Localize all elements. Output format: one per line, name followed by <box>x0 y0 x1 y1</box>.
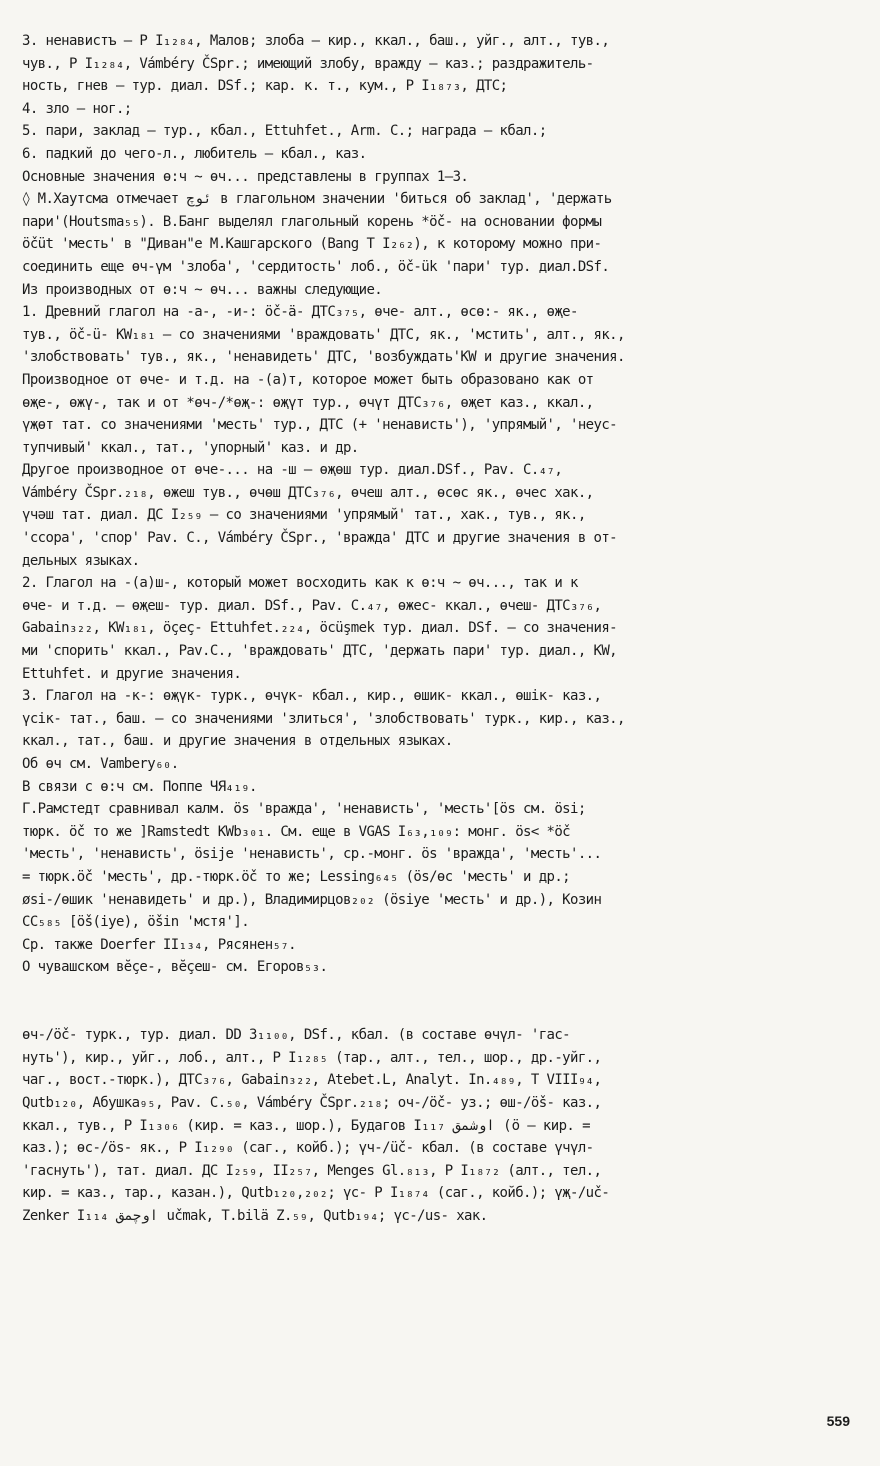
text-line: = тюрк.öč 'месть', др.-тюрк.öč то же; Lessing₆₄₅ (ös/өс 'месть' и др.; <box>22 868 571 885</box>
text-line: дельных языках. <box>22 552 140 569</box>
text-line: Из производных от ө:ч ~ өч... важны следующие. <box>22 281 383 298</box>
text-line: Другое производное от өче-... на -ш – өҗөш тур. диал.DSf., Pav. C.₄₇, <box>22 462 563 479</box>
text-line: Gabain₃₂₂, KW₁₈₁, öçeç- Ettuhfet.₂₂₄, öcüşmek тур. диал. DSf. – со значения- <box>22 620 617 637</box>
text-line: чаг., вост.-тюрк.), ДТС₃₇₆, Gabain₃₂₂, Atebet.L, Analyt. In.₄₈₉, Т VIII₉₄, <box>22 1072 602 1089</box>
text-line: Основные значения ө:ч ~ өч... представлены в группах 1–3. <box>22 168 469 185</box>
text-line: тув., öč-ü- KW₁₈₁ – со значениями 'враждовать' ДТС, як., 'мстить', алт., як., <box>22 326 625 343</box>
text-line: öčüt 'месть' в "Диван"е М.Кашгарского (Bang T I₂₆₂), к которому можно при- <box>22 236 602 253</box>
text-line: О чувашском вӗҫе-, вӗҫеш- см. Егоров₅₃. <box>22 959 328 976</box>
text-line: 'ссора', 'спор' Pav. C., Vámbéry ČSpr., 'вражда' ДТС и другие значения в от- <box>22 530 617 547</box>
text-line: өҗе-, өжү-, так и от *өч-/*өҗ-: өҗүт тур., өчүт ДТС₃₇₆, өҗет каз., ккал., <box>22 394 594 411</box>
text-line: 'злобствовать' тув., як., 'ненавидеть' ДТС, 'возбуждать'KW и другие значения. <box>22 349 625 366</box>
text-line: үҗөт тат. со значениями 'месть' тур., ДТС (+ 'ненависть'), 'упрямый', 'неус- <box>22 417 617 434</box>
text-line: Производное от өче- и т.д. на -(а)т, которое может быть образовано как от <box>22 371 594 388</box>
text-line: ккал., тат., баш. и другие значения в отдельных языках. <box>22 733 453 750</box>
page-number: 559 <box>826 1413 850 1429</box>
text-line: В связи с ө:ч см. Поппе ЧЯ₄₁₉. <box>22 778 257 795</box>
text-line: Ср. также Doerfer II₁₃₄, Рясянен₅₇. <box>22 936 297 953</box>
text-line: Zenker I₁₁₄ اوچمق učmak, T.bilä Z.₅₉, Qutb₁₉₄; үс-/us- хак. <box>22 1207 488 1224</box>
text-line: Vámbéry ČSpr.₂₁₈, өжеш тув., өчөш ДТС₃₇₆, өчеш алт., өсөс як., өчес хак., <box>22 484 594 501</box>
text-line: ность, гнев – тур. диал. DSf.; кар. к. т., кум., Р I₁₈₇₃, ДТС; <box>22 78 508 95</box>
text-line: øsi-/өшик 'ненавидеть' и др.), Владимирцов₂₀₂ (ösiye 'месть' и др.), Козин <box>22 891 602 908</box>
paragraph-gap <box>22 1002 852 1025</box>
text-line: 1. Древний глагол на -а-, -и-: öč-ä- ДТС₃₇₅, өче- алт., өсө:- як., өҗе- <box>22 304 578 321</box>
text-line: өче- и т.д. – өҗеш- тур. диал. DSf., Pav. C.₄₇, өжес- ккал., өчеш- ДТС₃₇₆, <box>22 597 602 614</box>
text-line: 3. ненавистъ – Р I₁₂₈₄, Малов; злоба – кир., ккал., баш., уйг., алт., тув., <box>22 33 610 49</box>
text-line: Ettuhfet. и другие значения. <box>22 665 242 682</box>
text-line: 5. пари, заклад – тур., кбал., Ettuhfet., Arm. C.; награда – кбал.; <box>22 123 547 140</box>
text-line: CC₅₈₅ [öš(iye), öšin 'мстя']. <box>22 914 250 931</box>
text-line: Г.Рамстедт сравнивал калм. ös 'вражда', 'ненависть', 'месть'[ös см. ösi; <box>22 801 586 818</box>
text-line: 'месть', 'ненависть', ösije 'ненависть', ср.-монг. ös 'вражда', 'месть'... <box>22 846 602 863</box>
text-line: Об өч см. Vambery₆₀. <box>22 756 179 772</box>
text-line: тупчивый' ккал., тат., 'упорный' каз. и др. <box>22 439 359 456</box>
text-line: 3. Глагол на -к-: өҗүк- турк., өчүк- кбал., кир., өшик- ккал., өшік- каз., <box>22 688 602 705</box>
text-line: каз.); өс-/ös- як., Р I₁₂₉₀ (саг., койб.); үч-/üč- кбал. (в составе үчүл- <box>22 1140 594 1157</box>
text-line: чув., Р I₁₂₈₄, Vámbéry ČSpr.; имеющий злобу, вражду – каз.; раздражитель- <box>22 55 594 72</box>
text-line: ми 'спорить' ккал., Pav.C., 'враждовать' ДТС, 'держать пари' тур. диал., KW, <box>22 643 617 660</box>
text-line: тюрк. öč то же ]Ramstedt KWb₃₀₁. См. еще в VGAS I₆₃,₁₀₉: монг. ös< *öč <box>22 823 571 840</box>
text-line: өч-/öč- турк., тур. диал. DD 3₁₁₀₀, DSf., кбал. (в составе өчүл- 'гас- <box>22 1027 571 1044</box>
text-line: кир. = каз., тар., казан.), Qutb₁₂₀,₂₀₂; үс- Р I₁₈₇₄ (саг., койб.); үҗ-/uč- <box>22 1185 610 1202</box>
text-line: 'гаснуть'), тат. диал. ДС I₂₅₉, II₂₅₇, Menges Gl.₈₁₃, Р I₁₈₇₂ (алт., тел., <box>22 1162 602 1179</box>
text-line: үсік- тат., баш. – со значениями 'злиться', 'злобствовать' турк., кир., каз., <box>22 710 625 727</box>
text-line: соединить еще өч-үм 'злоба', 'сердитость' лоб., öč-ük 'пари' тур. диал.DSf. <box>22 258 610 275</box>
dictionary-entry-text <box>22 30 852 1227</box>
text-line: ◊ М.Хаутсма отмечает ئوچ в глагольном значении 'биться об заклад', 'держать <box>22 191 612 208</box>
text-line: ккал., тув., Р I₁₃₀₆ (кир. = каз., шор.), Будагов I₁₁₇ اوشمق (ö – кир. = <box>22 1117 590 1134</box>
text-line: үчәш тат. диал. ДС I₂₅₉ – со значениями 'упрямый' тат., хак., тув., як., <box>22 507 586 524</box>
text-line: пари'(Houtsma₅₅). В.Банг выделял глагольный корень *öč- на основании формы <box>22 213 602 230</box>
text-line: 6. падкий до чего-л., любитель – кбал., каз. <box>22 145 367 162</box>
text-line: 2. Глагол на -(а)ш-, который может восходить как к ө:ч ~ өч..., так и к <box>22 575 578 592</box>
text-line: нуть'), кир., уйг., лоб., алт., Р I₁₂₈₅ (тар., алт., тел., шор., др.-уйг., <box>22 1049 602 1066</box>
paragraph-gap <box>22 979 852 1002</box>
text-line: 4. зло – ног.; <box>22 100 132 117</box>
text-line: Qutb₁₂₀, Абушка₉₅, Pav. C.₅₀, Vámbéry ČSpr.₂₁₈; оч-/öč- уз.; өш-/öš- каз., <box>22 1094 602 1111</box>
